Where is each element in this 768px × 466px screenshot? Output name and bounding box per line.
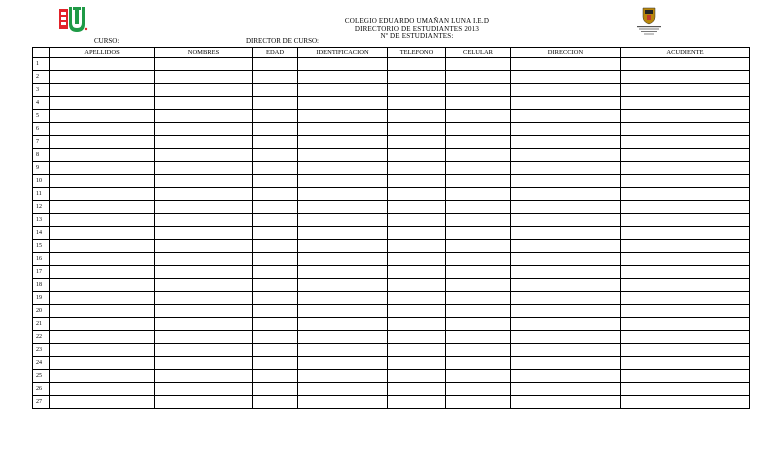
table-cell[interactable]	[298, 357, 388, 370]
row-number: 7	[33, 136, 50, 149]
row-number: 8	[33, 149, 50, 162]
table-cell[interactable]	[298, 240, 388, 253]
table-cell[interactable]	[446, 162, 511, 175]
column-header: TELEFONO	[388, 48, 446, 58]
table-cell[interactable]	[446, 383, 511, 396]
table-cell[interactable]	[298, 279, 388, 292]
table-cell[interactable]	[446, 188, 511, 201]
table-cell[interactable]	[50, 84, 155, 97]
table-cell[interactable]	[253, 136, 298, 149]
table-cell[interactable]	[155, 331, 253, 344]
table-cell[interactable]	[388, 162, 446, 175]
table-cell[interactable]	[511, 58, 621, 71]
table-cell[interactable]	[50, 344, 155, 357]
table-cell[interactable]	[511, 292, 621, 305]
table-cell[interactable]	[621, 110, 750, 123]
table-cell[interactable]	[446, 318, 511, 331]
table-cell[interactable]	[621, 266, 750, 279]
table-cell[interactable]	[50, 149, 155, 162]
table-cell[interactable]	[155, 201, 253, 214]
table-cell[interactable]	[50, 188, 155, 201]
row-number-header	[33, 48, 50, 58]
table-cell[interactable]	[253, 383, 298, 396]
table-cell[interactable]	[388, 331, 446, 344]
table-cell[interactable]	[511, 396, 621, 409]
table-cell[interactable]	[253, 279, 298, 292]
table-cell[interactable]	[388, 188, 446, 201]
table-cell[interactable]	[511, 227, 621, 240]
table-cell[interactable]	[298, 162, 388, 175]
row-number: 5	[33, 110, 50, 123]
table-cell[interactable]	[511, 110, 621, 123]
table-cell[interactable]	[298, 253, 388, 266]
row-number: 16	[33, 253, 50, 266]
row-number: 21	[33, 318, 50, 331]
table-cell[interactable]	[511, 266, 621, 279]
table-cell[interactable]	[388, 370, 446, 383]
table-cell[interactable]	[155, 84, 253, 97]
table-cell[interactable]	[388, 253, 446, 266]
table-cell[interactable]	[446, 396, 511, 409]
table-cell[interactable]	[621, 383, 750, 396]
director-label: DIRECTOR DE CURSO:	[246, 37, 319, 45]
table-row	[33, 201, 750, 214]
table-cell[interactable]	[621, 175, 750, 188]
table-cell[interactable]	[388, 136, 446, 149]
table-cell[interactable]	[50, 227, 155, 240]
table-row	[33, 344, 750, 357]
table-cell[interactable]	[388, 396, 446, 409]
table-cell[interactable]	[50, 240, 155, 253]
table-row	[33, 227, 750, 240]
table-cell[interactable]	[621, 214, 750, 227]
column-header: APELLIDOS	[50, 48, 155, 58]
table-cell[interactable]	[621, 71, 750, 84]
table-row	[33, 123, 750, 136]
table-cell[interactable]	[50, 305, 155, 318]
table-cell[interactable]	[511, 357, 621, 370]
table-cell[interactable]	[155, 188, 253, 201]
row-number: 9	[33, 162, 50, 175]
table-cell[interactable]	[298, 318, 388, 331]
table-cell[interactable]	[253, 162, 298, 175]
table-row	[33, 266, 750, 279]
table-cell[interactable]	[388, 344, 446, 357]
column-header: IDENTIFICACION	[298, 48, 388, 58]
column-header: EDAD	[253, 48, 298, 58]
table-cell[interactable]	[155, 214, 253, 227]
table-cell[interactable]	[298, 188, 388, 201]
table-cell[interactable]	[298, 123, 388, 136]
table-cell[interactable]	[621, 292, 750, 305]
table-cell[interactable]	[50, 279, 155, 292]
table-cell[interactable]	[155, 266, 253, 279]
table-cell[interactable]	[446, 201, 511, 214]
table-cell[interactable]	[253, 123, 298, 136]
table-cell[interactable]	[298, 305, 388, 318]
table-cell[interactable]	[155, 175, 253, 188]
table-cell[interactable]	[388, 97, 446, 110]
table-cell[interactable]	[50, 331, 155, 344]
table-cell[interactable]	[298, 331, 388, 344]
row-number: 12	[33, 201, 50, 214]
table-cell[interactable]	[253, 292, 298, 305]
table-cell[interactable]	[621, 227, 750, 240]
table-cell[interactable]	[253, 305, 298, 318]
table-cell[interactable]	[511, 370, 621, 383]
table-row	[33, 305, 750, 318]
row-number: 18	[33, 279, 50, 292]
row-number: 24	[33, 357, 50, 370]
table-cell[interactable]	[446, 84, 511, 97]
table-cell[interactable]	[511, 305, 621, 318]
table-cell[interactable]	[621, 162, 750, 175]
table-cell[interactable]	[155, 279, 253, 292]
table-row	[33, 136, 750, 149]
table-cell[interactable]	[446, 331, 511, 344]
table-cell[interactable]	[388, 71, 446, 84]
table-cell[interactable]	[511, 149, 621, 162]
table-cell[interactable]	[298, 201, 388, 214]
table-cell[interactable]	[155, 110, 253, 123]
table-cell[interactable]	[446, 240, 511, 253]
table-cell[interactable]	[253, 331, 298, 344]
table-cell[interactable]	[253, 84, 298, 97]
table-cell[interactable]	[446, 357, 511, 370]
table-cell[interactable]	[298, 227, 388, 240]
table-cell[interactable]	[621, 201, 750, 214]
table-cell[interactable]	[253, 71, 298, 84]
table-cell[interactable]	[388, 110, 446, 123]
table-cell[interactable]	[298, 370, 388, 383]
table-row	[33, 149, 750, 162]
table-cell[interactable]	[446, 279, 511, 292]
table-row	[33, 58, 750, 71]
table-cell[interactable]	[621, 97, 750, 110]
row-number: 25	[33, 370, 50, 383]
table-cell[interactable]	[155, 383, 253, 396]
table-cell[interactable]	[388, 266, 446, 279]
table-cell[interactable]	[50, 97, 155, 110]
table-cell[interactable]	[621, 344, 750, 357]
table-row	[33, 71, 750, 84]
row-number: 27	[33, 396, 50, 409]
row-number: 13	[33, 214, 50, 227]
table-row	[33, 110, 750, 123]
table-cell[interactable]	[253, 201, 298, 214]
table-cell[interactable]	[253, 370, 298, 383]
table-cell[interactable]	[511, 97, 621, 110]
table-cell[interactable]	[511, 188, 621, 201]
table-cell[interactable]	[511, 201, 621, 214]
column-header: ACUDIENTE	[621, 48, 750, 58]
table-cell[interactable]	[621, 396, 750, 409]
table-cell[interactable]	[388, 292, 446, 305]
table-cell[interactable]	[446, 266, 511, 279]
table-cell[interactable]	[253, 214, 298, 227]
table-cell[interactable]	[50, 266, 155, 279]
table-cell[interactable]	[298, 71, 388, 84]
table-cell[interactable]	[50, 58, 155, 71]
table-cell[interactable]	[446, 370, 511, 383]
table-cell[interactable]	[511, 240, 621, 253]
table-cell[interactable]	[511, 214, 621, 227]
table-cell[interactable]	[511, 123, 621, 136]
table-cell[interactable]	[253, 266, 298, 279]
table-row	[33, 84, 750, 97]
table-cell[interactable]	[50, 175, 155, 188]
row-number: 11	[33, 188, 50, 201]
table-cell[interactable]	[621, 370, 750, 383]
table-cell[interactable]	[621, 58, 750, 71]
table-cell[interactable]	[155, 292, 253, 305]
table-row	[33, 240, 750, 253]
row-number: 15	[33, 240, 50, 253]
table-cell[interactable]	[155, 97, 253, 110]
table-cell[interactable]	[446, 175, 511, 188]
table-cell[interactable]	[446, 344, 511, 357]
table-cell[interactable]	[155, 357, 253, 370]
num-students-label: Nº DE ESTUDIANTES:	[380, 32, 454, 40]
table-row	[33, 396, 750, 409]
table-cell[interactable]	[155, 162, 253, 175]
table-row	[33, 188, 750, 201]
table-cell[interactable]	[446, 97, 511, 110]
table-cell[interactable]	[621, 149, 750, 162]
table-cell[interactable]	[298, 292, 388, 305]
row-number: 26	[33, 383, 50, 396]
row-number: 14	[33, 227, 50, 240]
table-cell[interactable]	[388, 383, 446, 396]
table-cell[interactable]	[253, 396, 298, 409]
table-cell[interactable]	[253, 58, 298, 71]
column-header: CELULAR	[446, 48, 511, 58]
row-number: 2	[33, 71, 50, 84]
table-cell[interactable]	[511, 331, 621, 344]
table-cell[interactable]	[298, 396, 388, 409]
row-number: 17	[33, 266, 50, 279]
table-row	[33, 175, 750, 188]
table-cell[interactable]	[50, 136, 155, 149]
row-number: 6	[33, 123, 50, 136]
table-row	[33, 292, 750, 305]
table-cell[interactable]	[298, 97, 388, 110]
table-cell[interactable]	[50, 201, 155, 214]
table-cell[interactable]	[50, 318, 155, 331]
row-number: 20	[33, 305, 50, 318]
row-number: 23	[33, 344, 50, 357]
document-header	[312, 18, 522, 41]
table-cell[interactable]	[511, 279, 621, 292]
table-cell[interactable]	[253, 344, 298, 357]
table-cell[interactable]	[50, 292, 155, 305]
table-cell[interactable]	[298, 383, 388, 396]
table-cell[interactable]	[50, 110, 155, 123]
curso-label: CURSO:	[94, 37, 120, 45]
table-cell[interactable]	[621, 279, 750, 292]
row-number: 4	[33, 97, 50, 110]
table-cell[interactable]	[621, 84, 750, 97]
table-cell[interactable]	[446, 149, 511, 162]
table-cell[interactable]	[253, 188, 298, 201]
table-cell[interactable]	[155, 149, 253, 162]
table-cell[interactable]	[446, 110, 511, 123]
table-cell[interactable]	[155, 318, 253, 331]
table-cell[interactable]	[50, 370, 155, 383]
table-cell[interactable]	[388, 318, 446, 331]
row-number: 22	[33, 331, 50, 344]
table-cell[interactable]	[298, 266, 388, 279]
table-row	[33, 253, 750, 266]
table-cell[interactable]	[253, 240, 298, 253]
table-cell[interactable]	[511, 136, 621, 149]
table-cell[interactable]	[155, 123, 253, 136]
directory-title: DIRECTORIO DE ESTUDIANTES 2013	[354, 24, 480, 33]
table-cell[interactable]	[388, 357, 446, 370]
table-cell[interactable]	[621, 136, 750, 149]
table-cell[interactable]	[298, 175, 388, 188]
table-cell[interactable]	[621, 240, 750, 253]
table-cell[interactable]	[388, 214, 446, 227]
table-row	[33, 214, 750, 227]
table-cell[interactable]	[253, 357, 298, 370]
table-cell[interactable]	[253, 318, 298, 331]
table-cell[interactable]	[511, 84, 621, 97]
school-logo	[58, 5, 88, 33]
table-cell[interactable]	[253, 253, 298, 266]
table-cell[interactable]	[446, 292, 511, 305]
table-row	[33, 357, 750, 370]
table-cell[interactable]	[621, 331, 750, 344]
table-cell[interactable]	[155, 396, 253, 409]
table-cell[interactable]	[621, 318, 750, 331]
table-cell[interactable]	[298, 214, 388, 227]
table-cell[interactable]	[388, 149, 446, 162]
table-cell[interactable]	[511, 175, 621, 188]
bogota-coat-of-arms	[634, 7, 664, 37]
table-cell[interactable]	[511, 383, 621, 396]
table-cell[interactable]	[511, 344, 621, 357]
table-cell[interactable]	[511, 318, 621, 331]
table-cell[interactable]	[446, 214, 511, 227]
table-cell[interactable]	[155, 58, 253, 71]
table-cell[interactable]	[298, 136, 388, 149]
table-cell[interactable]	[446, 123, 511, 136]
table-cell[interactable]	[388, 201, 446, 214]
table-row	[33, 370, 750, 383]
table-cell[interactable]	[253, 110, 298, 123]
table-cell[interactable]	[50, 253, 155, 266]
table-row	[33, 97, 750, 110]
header-row	[33, 48, 750, 58]
table-cell[interactable]	[388, 58, 446, 71]
table-cell[interactable]	[446, 227, 511, 240]
table-cell[interactable]	[298, 110, 388, 123]
table-cell[interactable]	[388, 279, 446, 292]
table-cell[interactable]	[50, 214, 155, 227]
row-number: 10	[33, 175, 50, 188]
table-cell[interactable]	[446, 58, 511, 71]
table-cell[interactable]	[253, 97, 298, 110]
table-cell[interactable]	[446, 71, 511, 84]
table-cell[interactable]	[298, 84, 388, 97]
table-cell[interactable]	[511, 253, 621, 266]
table-cell[interactable]	[621, 253, 750, 266]
table-cell[interactable]	[298, 149, 388, 162]
table-cell[interactable]	[155, 344, 253, 357]
school-name: COLEGIO EDUARDO UMAÑAN LUNA I.E.D	[344, 17, 490, 25]
table-cell[interactable]	[621, 305, 750, 318]
table-cell[interactable]	[511, 71, 621, 84]
table-cell[interactable]	[253, 227, 298, 240]
table-row	[33, 279, 750, 292]
table-cell[interactable]	[298, 344, 388, 357]
table-cell[interactable]	[388, 175, 446, 188]
table-row	[33, 383, 750, 396]
table-cell[interactable]	[446, 136, 511, 149]
table-cell[interactable]	[388, 123, 446, 136]
table-cell[interactable]	[50, 123, 155, 136]
table-cell[interactable]	[446, 305, 511, 318]
column-header: NOMBRES	[155, 48, 253, 58]
table-cell[interactable]	[388, 305, 446, 318]
table-cell[interactable]	[388, 84, 446, 97]
table-row	[33, 318, 750, 331]
table-cell[interactable]	[155, 253, 253, 266]
table-row	[33, 331, 750, 344]
table-cell[interactable]	[155, 227, 253, 240]
column-header: DIRECCION	[511, 48, 621, 58]
table-cell[interactable]	[446, 253, 511, 266]
student-directory-table	[32, 47, 750, 409]
table-cell[interactable]	[621, 188, 750, 201]
table-cell[interactable]	[155, 240, 253, 253]
table-row	[33, 162, 750, 175]
table-cell[interactable]	[388, 227, 446, 240]
table-cell[interactable]	[298, 58, 388, 71]
table-cell[interactable]	[253, 175, 298, 188]
table-cell[interactable]	[621, 123, 750, 136]
table-cell[interactable]	[50, 396, 155, 409]
table-cell[interactable]	[155, 305, 253, 318]
table-cell[interactable]	[50, 71, 155, 84]
row-number: 1	[33, 58, 50, 71]
table-cell[interactable]	[50, 162, 155, 175]
table-cell[interactable]	[155, 71, 253, 84]
table-cell[interactable]	[388, 240, 446, 253]
row-number: 3	[33, 84, 50, 97]
table-cell[interactable]	[50, 357, 155, 370]
table-cell[interactable]	[50, 383, 155, 396]
table-cell[interactable]	[253, 149, 298, 162]
row-number: 19	[33, 292, 50, 305]
table-cell[interactable]	[621, 357, 750, 370]
table-cell[interactable]	[155, 136, 253, 149]
table-cell[interactable]	[155, 370, 253, 383]
table-cell[interactable]	[511, 162, 621, 175]
